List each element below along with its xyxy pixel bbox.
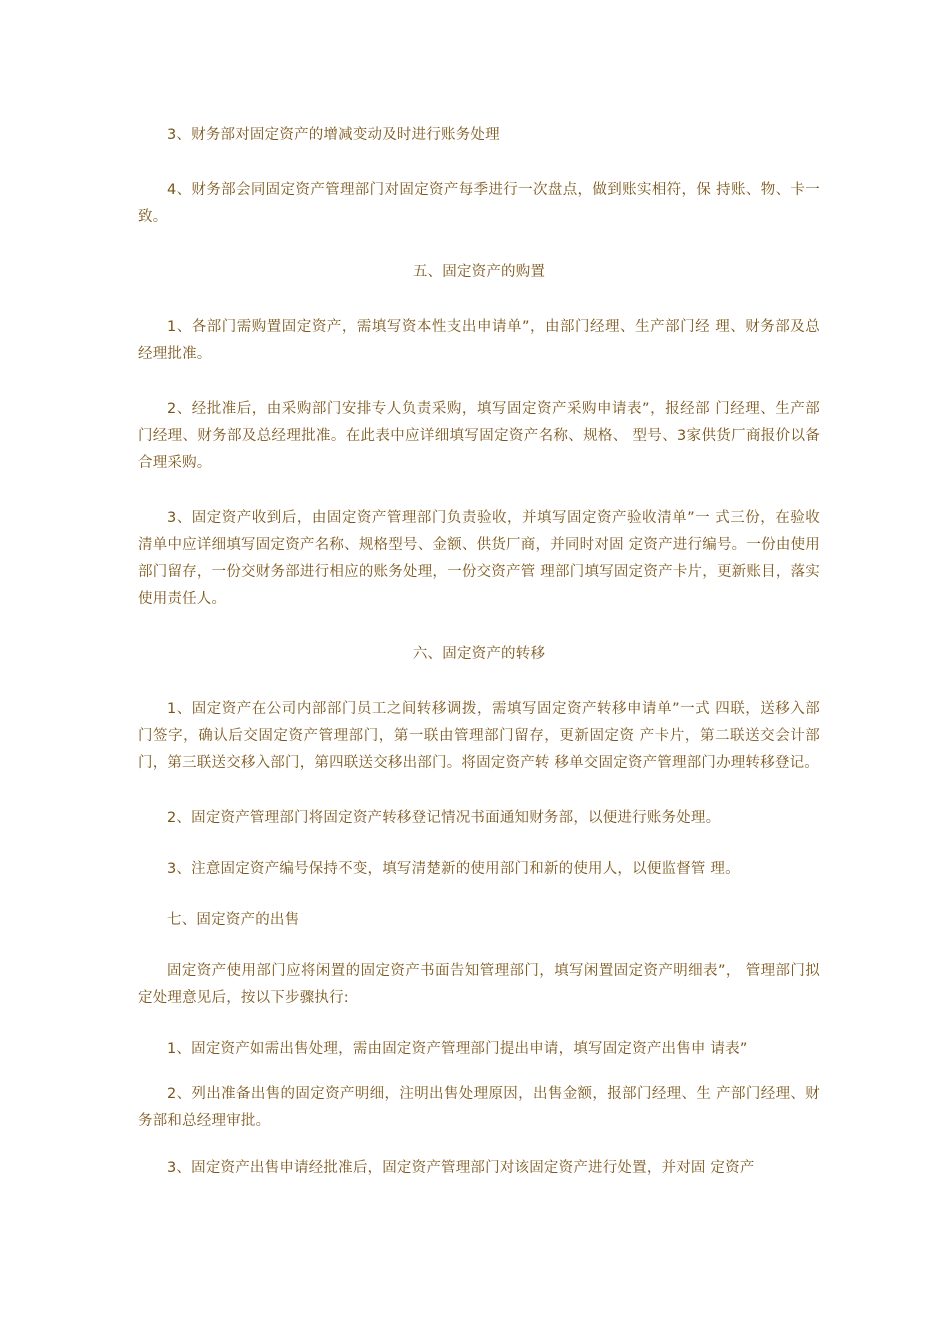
paragraph-sale-application: 1、固定资产如需出售处理，需由固定资产管理部门提出申请，填写固定资产出售申 请表”	[167, 1041, 748, 1057]
section-heading-transfer: 六、固定资产的转移	[412, 646, 546, 662]
paragraph-purchase-request: 1、各部门需购置固定资产，需填写资本性支出申请单”，由部门经理、生产部门经 理、财务部及总经理批准。	[138, 319, 820, 362]
paragraph-asset-number: 3、注意固定资产编号保持不变，填写清楚新的使用部门和新的使用人，以便监督管 理。	[167, 861, 740, 877]
section-heading-sale: 七、固定资产的出售	[167, 912, 300, 928]
paragraph-sale-disposal: 3、固定资产出售申请经批准后，固定资产管理部门对该固定资产进行处置，并对固 定资产	[167, 1160, 755, 1176]
section-heading-purchase: 五、固定资产的购置	[412, 264, 546, 280]
paragraph-sale-details: 2、列出准备出售的固定资产明细，注明出售处理原因，出售金额，报部门经理、生 产部门经理、财务部和总经理审批。	[138, 1086, 820, 1129]
paragraph-idle-assets: 固定资产使用部门应将闲置的固定资产书面告知管理部门，填写闲置固定资产明细表”， 管理部门拟定处理意见后，按以下步骤执行:	[138, 963, 820, 1006]
paragraph-finance-processing: 3、财务部对固定资产的增减变动及时进行账务处理	[167, 127, 500, 143]
paragraph-quarterly-inventory: 4、财务部会同固定资产管理部门对固定资产每季进行一次盘点，做到账实相符，保 持账、物、卡一致。	[138, 182, 820, 225]
paragraph-transfer-request: 1、固定资产在公司内部部门员工之间转移调拨，需填写固定资产转移申请单”一式 四联，送移入部门签字，确认后交固定资产管理部门，第一联由管理部门留存，更新固定资 产卡片，第二联送交会计部门，第三联送交移入部门，第四联送交移出部门。将固定资产转 移单交固定资产管理部门办理转移登记。	[138, 701, 820, 771]
paragraph-acceptance: 3、固定资产收到后，由固定资产管理部门负责验收，并填写固定资产验收清单”一 式三份，在验收清单中应详细填写固定资产名称、规格型号、金额、供货厂商，并同时对固 定资产进行编号。一份由使用部门留存，一份交财务部进行相应的账务处理，一份交资产管 理部门填写固定资产卡片，更新账目，落实使用责任人。	[138, 510, 820, 607]
paragraph-purchase-approval: 2、经批准后，由采购部门安排专人负责采购，填写固定资产采购申请表”，报经部 门经理、生产部门经理、财务部及总经理批准。在此表中应详细填写固定资产名称、规格、 型号、3家供货厂商报价以备合理采购。	[138, 401, 820, 471]
document-body	[138, 122, 820, 1182]
paragraph-transfer-notify: 2、固定资产管理部门将固定资产转移登记情况书面通知财务部，以便进行账务处理。	[167, 810, 721, 826]
